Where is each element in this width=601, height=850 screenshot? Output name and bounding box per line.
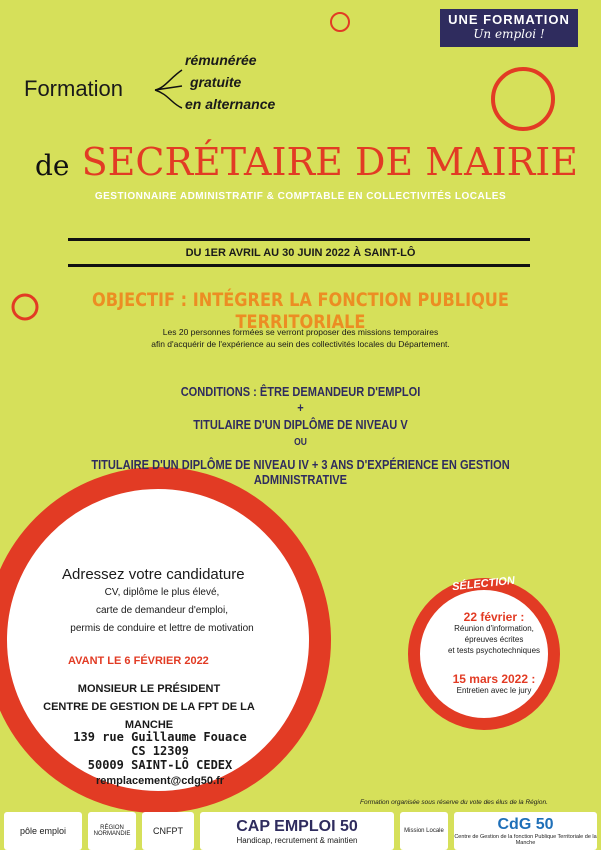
email-link[interactable]: remplacement@cdg50.fr — [95, 775, 225, 787]
selection-detail: Réunion d'information, — [454, 624, 534, 633]
candidature-title: Adressez votre candidature — [62, 566, 245, 583]
description-line1: Les 20 personnes formées se verront proposer des missions temporaires — [162, 327, 439, 337]
deadline: AVANT LE 6 FÉVRIER 2022 — [68, 655, 209, 667]
condition-line3: TITULAIRE D'UN DIPLÔME DE NIVEAU IV + 3 ANS D'EXPÉRIENCE EN GESTION ADMINISTRATIVE — [91, 457, 510, 487]
condition-plus: + — [297, 400, 304, 415]
option-alternance: en alternance — [185, 96, 276, 112]
logo-subtext: Handicap, recrutement & maintien — [236, 835, 358, 845]
postal-address — [60, 730, 260, 772]
logo-text: CdG 50 — [497, 816, 554, 833]
small-ring — [331, 13, 349, 31]
branch-arrows — [155, 70, 182, 108]
option-gratuite: gratuite — [190, 74, 242, 90]
cap-emploi-logo — [200, 812, 394, 850]
cnfpt-logo — [142, 812, 194, 850]
ring-top-right — [493, 69, 553, 129]
pole-emploi-logo — [4, 812, 82, 850]
address-line2: CS 12309 — [131, 744, 189, 758]
address-line1: 139 rue Guillaume Fouace — [73, 730, 247, 744]
logo-text: RÉGION NORMANDIE — [93, 825, 131, 837]
ring-left — [13, 295, 37, 319]
formation-badge — [440, 9, 578, 47]
candidature-item: permis de conduire et lettre de motivation — [70, 623, 254, 634]
selection-label: SÉLECTION — [451, 574, 516, 594]
objective: OBJECTIF : INTÉGRER LA FONCTION PUBLIQUE TERRITORIALE — [92, 289, 509, 333]
recipient-line1: MONSIEUR LE PRÉSIDENT — [77, 683, 221, 695]
option-remuneree: rémunérée — [185, 52, 257, 68]
condition-line1: CONDITIONS : ÊTRE DEMANDEUR D'EMPLOI — [180, 384, 421, 399]
selection-detail: épreuves écrites — [464, 635, 524, 644]
badge-line2: Un emploi ! — [473, 27, 545, 41]
how-to-apply-label: COMMENT POSTULER ? — [77, 507, 232, 544]
logo-text: CAP EMPLOI 50 — [236, 817, 358, 835]
mission-locale-logo — [400, 812, 448, 850]
badge-line1: UNE FORMATION — [448, 12, 570, 27]
cdg50-logo — [454, 812, 597, 850]
condition-or: OU — [294, 437, 307, 448]
candidature-list — [62, 584, 262, 638]
description-line2: afin d'acquérir de l'expérience au sein des collectivités locales du Département. — [151, 339, 450, 349]
formation-label: Formation — [24, 76, 124, 101]
logo-text: CNFPT — [153, 826, 183, 836]
candidature-item: CV, diplôme le plus élevé, — [104, 587, 220, 598]
page-title — [35, 140, 578, 184]
recipient-line2: CENTRE DE GESTION DE LA FPT DE LA MANCHE — [43, 701, 255, 731]
footnote: Formation organisée sous réserve du vote des élus de la Région. — [360, 799, 548, 806]
subtitle: GESTIONNAIRE ADMINISTRATIF & COMPTABLE EN COLLECTIVITÉS LOCALES — [94, 191, 507, 202]
region-normandie-logo — [88, 812, 136, 850]
recipient — [24, 680, 274, 734]
partner-logos — [0, 808, 601, 850]
divider-bottom — [68, 264, 530, 267]
title-main: SECRÉTAIRE DE MAIRIE — [81, 140, 578, 184]
candidature-item: carte de demandeur d'emploi, — [96, 605, 228, 616]
title-de: de — [35, 149, 70, 182]
selection-detail: Entretien avec le jury — [456, 686, 532, 695]
divider-top — [68, 238, 530, 241]
selection-step1 — [424, 612, 564, 656]
condition-line2: TITULAIRE D'UN DIPLÔME DE NIVEAU V — [193, 417, 408, 432]
selection-step2 — [424, 674, 564, 696]
logo-text: Mission Locale — [404, 828, 444, 834]
logo-text: pôle emploi — [19, 826, 67, 836]
description — [0, 326, 601, 350]
logo-subtext: Centre de Gestion de la fonction Publique Territoriale de la Manche — [454, 834, 597, 846]
selection-date1: 22 février : — [463, 610, 525, 624]
selection-date2: 15 mars 2022 : — [452, 672, 536, 686]
address-line3: 50009 SAINT-LÔ CEDEX — [87, 758, 233, 772]
selection-detail: et tests psychotechniques — [447, 646, 541, 655]
training-dates: DU 1ER AVRIL AU 30 JUIN 2022 À SAINT-LÔ — [185, 247, 416, 259]
